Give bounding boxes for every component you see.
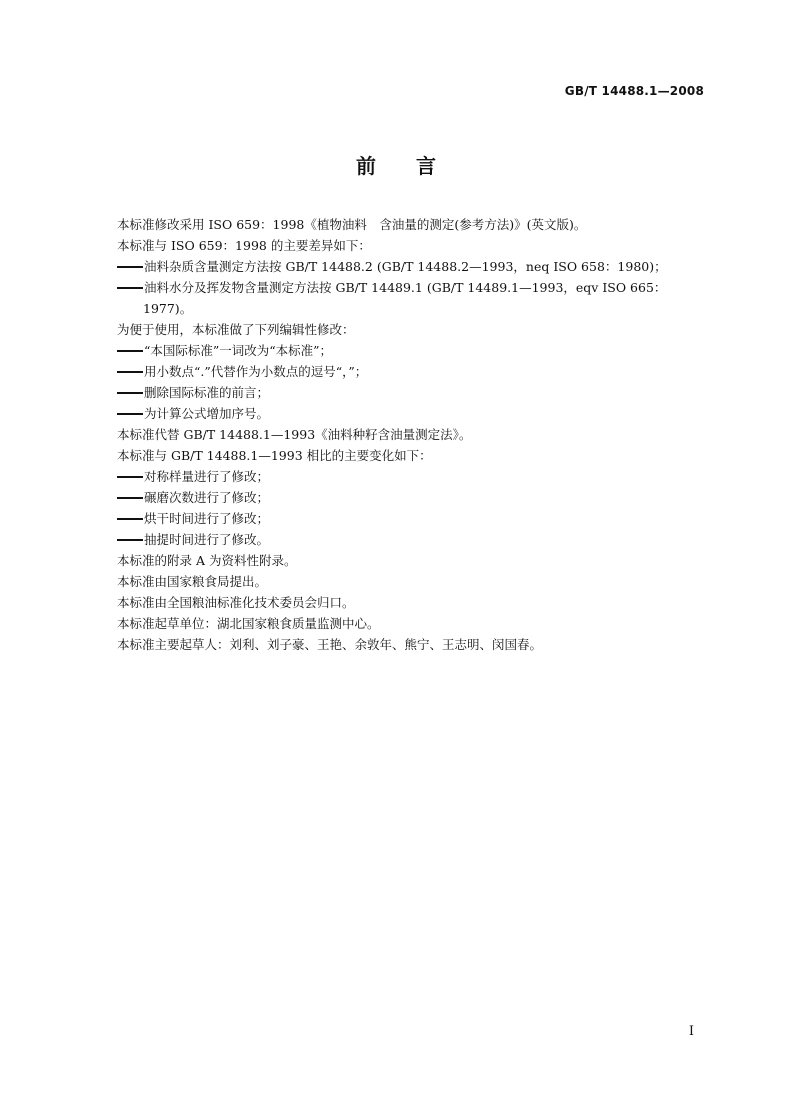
em-dash-marker: [117, 413, 143, 415]
em-dash-marker: [117, 287, 143, 289]
em-dash-marker: [117, 497, 143, 499]
list-item-continuation: 1977)。: [143, 301, 193, 316]
list-item: 油料水分及挥发物含量测定方法按 GB/T 14489.1 (GB/T 14489.1—1993，eqv ISO 665：: [117, 277, 707, 298]
paragraph-line: 本标准起草单位：湖北国家粮食质量监测中心。: [117, 616, 380, 631]
paragraph-line: 本标准代替 GB/T 14488.1—1993《油料种籽含油量测定法》。: [117, 427, 472, 442]
page-title: 前言: [356, 154, 476, 178]
paragraph-line: 本标准主要起草人：刘利、刘子豪、王艳、余敦年、熊宁、王志明、闵国春。: [117, 637, 543, 652]
page-number: I: [688, 1024, 694, 1039]
paragraph-line: 本标准修改采用 ISO 659：1998《植物油料 含油量的测定(参考方法)》(英文版)。: [117, 217, 587, 232]
em-dash-marker: [117, 518, 143, 520]
paragraph-line: 本标准与 ISO 659：1998 的主要差异如下：: [117, 238, 371, 253]
list-item: 油料杂质含量测定方法按 GB/T 14488.2 (GB/T 14488.2—1993，neq ISO 658：1980)；: [117, 256, 707, 277]
em-dash-marker: [117, 539, 143, 541]
list-item: 用小数点“.”代替作为小数点的逗号“，”；: [117, 361, 707, 382]
em-dash-marker: [117, 476, 143, 478]
paragraph-line: 本标准与 GB/T 14488.1—1993 相比的主要变化如下：: [117, 448, 432, 463]
list-item: 对称样量进行了修改；: [117, 466, 707, 487]
em-dash-marker: [117, 392, 143, 394]
em-dash-marker: [117, 266, 143, 268]
list-item: 碾磨次数进行了修改；: [117, 487, 707, 508]
list-item: 删除国际标准的前言；: [117, 382, 707, 403]
em-dash-marker: [117, 371, 143, 373]
paragraph-line: 本标准的附录 A 为资料性附录。: [117, 553, 297, 568]
list-item: 烘干时间进行了修改；: [117, 508, 707, 529]
em-dash-marker: [117, 350, 143, 352]
list-item: 为计算公式增加序号。: [117, 403, 707, 424]
list-item: 抽提时间进行了修改。: [117, 529, 707, 550]
list-item: “本国际标准”一词改为“本标准”；: [117, 340, 707, 361]
standard-code: GB/T 14488.1—2008: [564, 84, 704, 98]
foreword-body: [117, 214, 707, 655]
paragraph-line: 本标准由全国粮油标准化技术委员会归口。: [117, 595, 355, 610]
paragraph-line: 为便于使用，本标准做了下列编辑性修改：: [117, 322, 355, 337]
paragraph-line: 本标准由国家粮食局提出。: [117, 574, 268, 589]
